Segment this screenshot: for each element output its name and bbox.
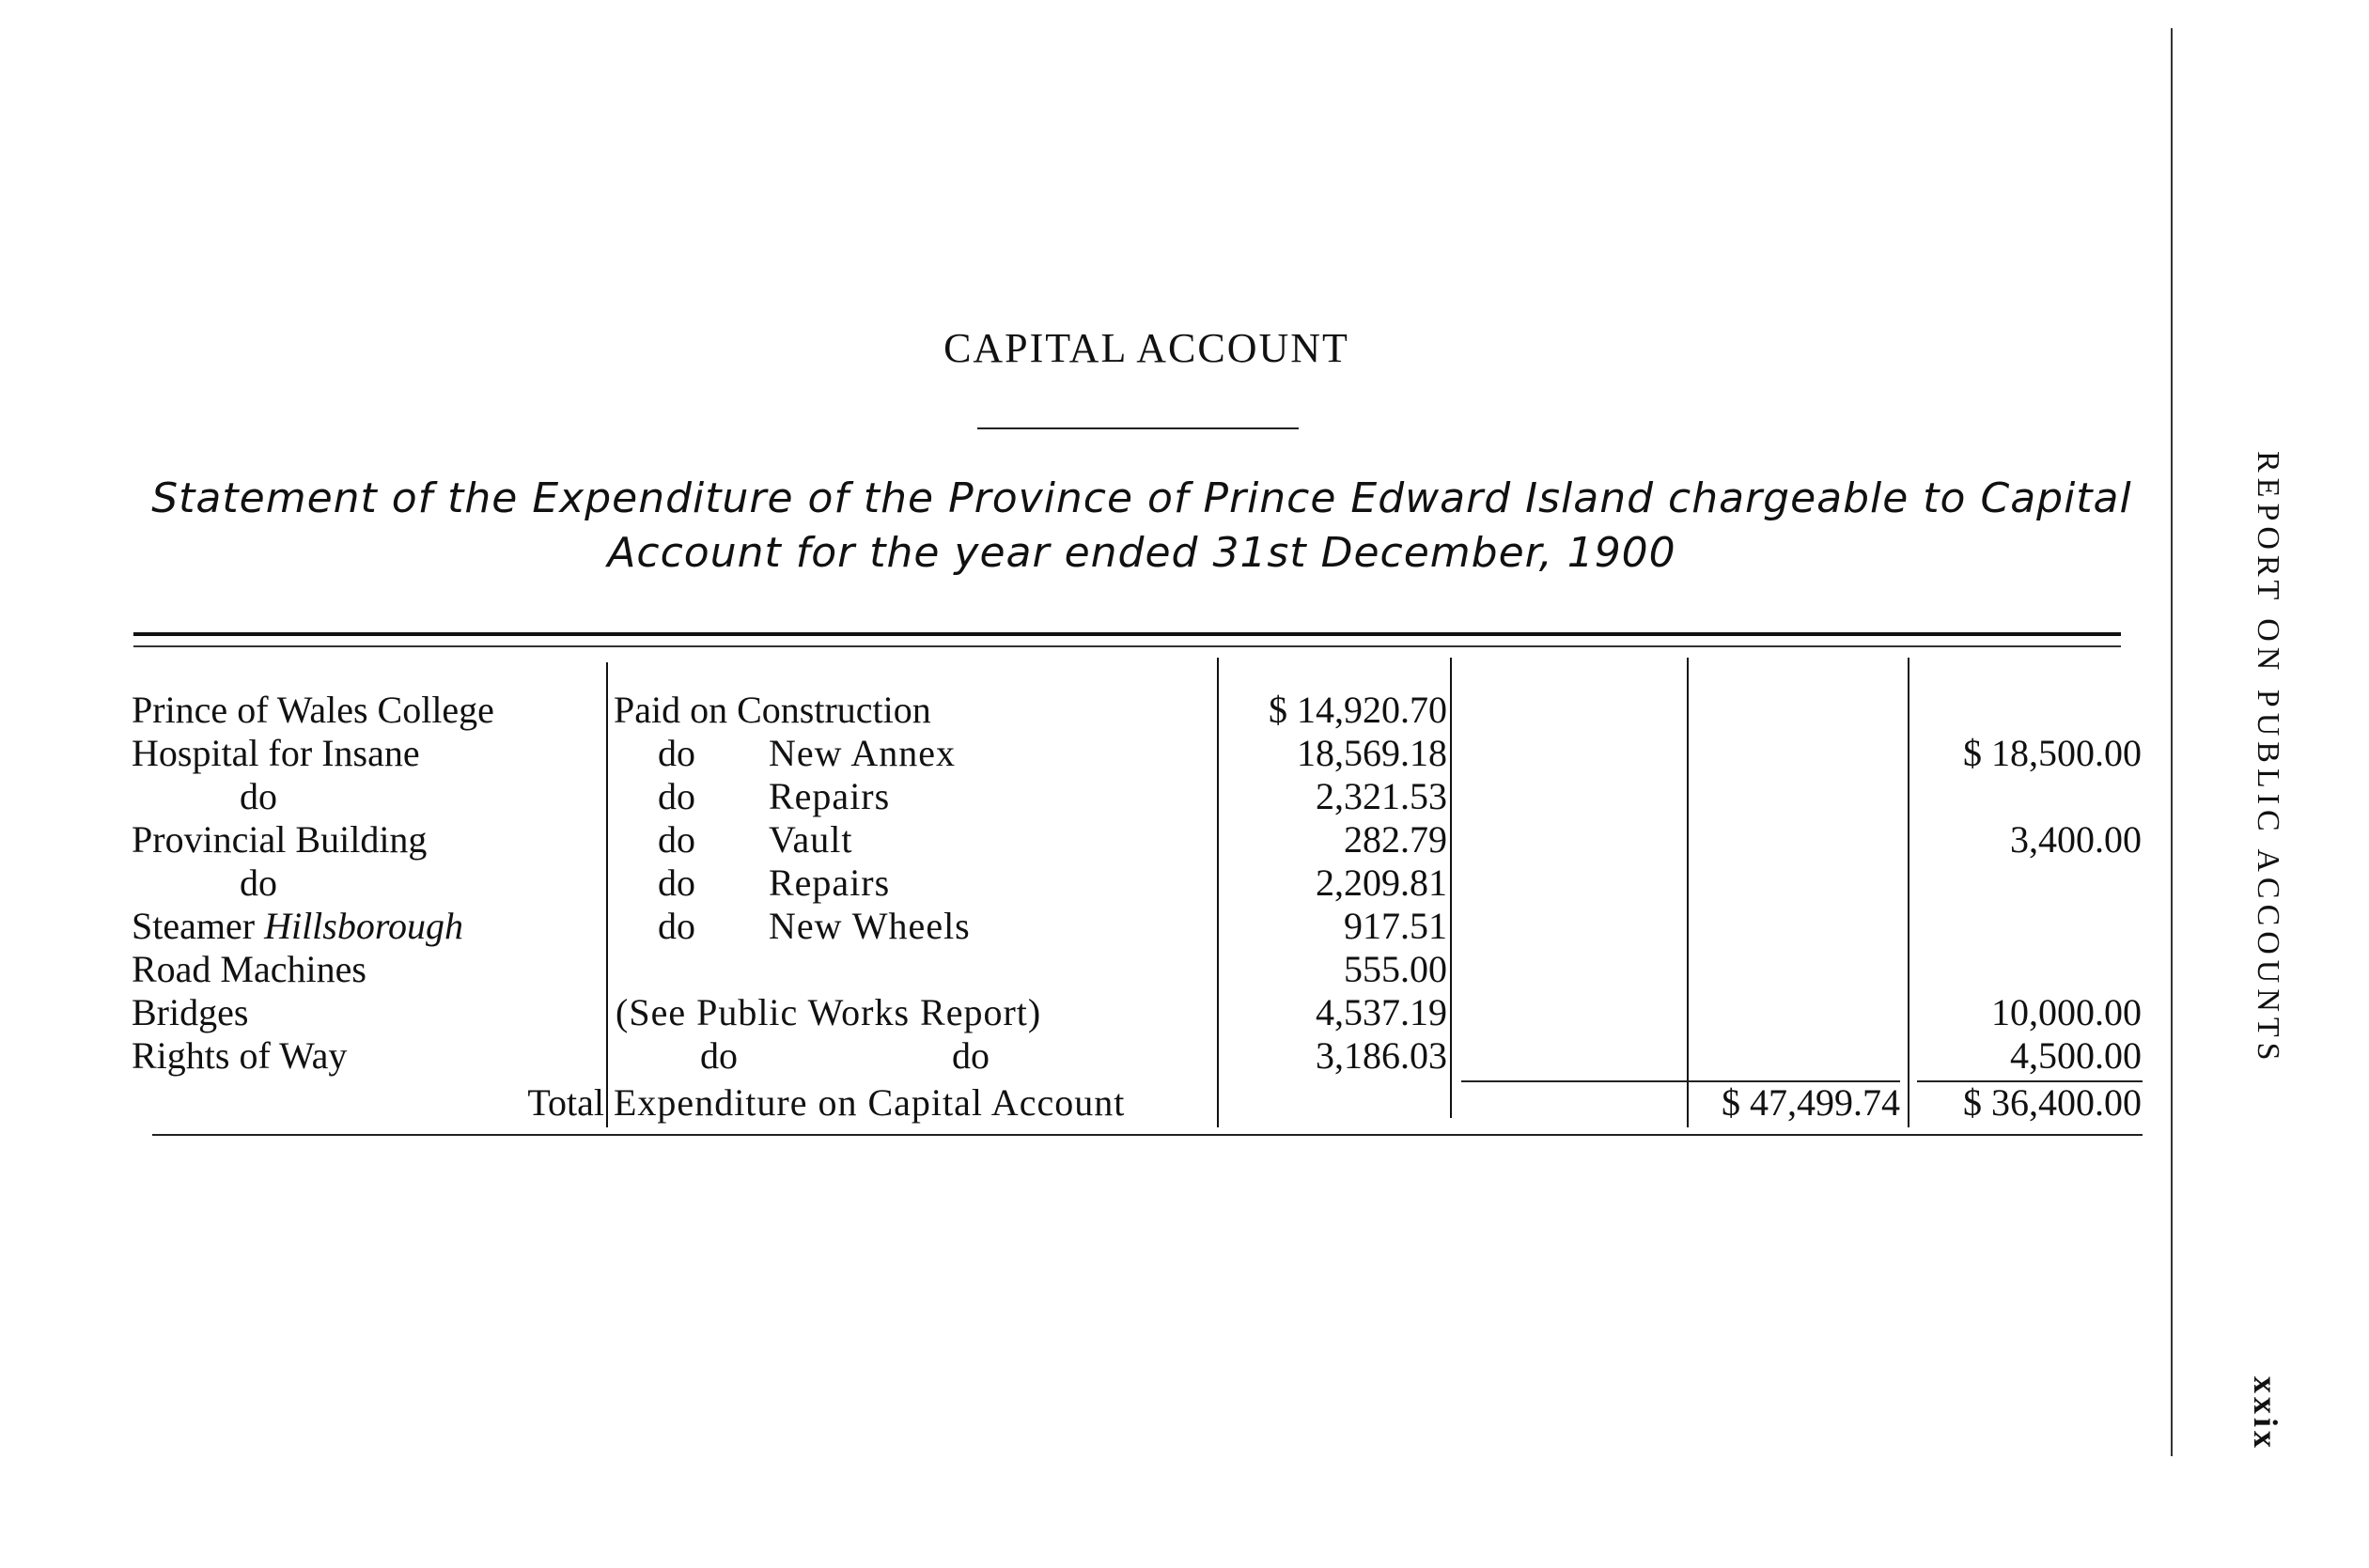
margin-rule: [2171, 28, 2173, 1456]
vessel-name: Hillsborough: [264, 905, 463, 947]
item-amount: 18,569.18: [1297, 732, 1447, 774]
item-description: Vault: [769, 818, 853, 861]
item-name: Hospital for Insane: [132, 732, 420, 774]
total-row: [0, 1081, 2369, 1125]
table-row: [0, 732, 2369, 775]
item-name: [132, 905, 463, 948]
item-name: do: [240, 775, 277, 817]
table-top-rule: [133, 632, 2121, 636]
item-estimate: 3,400.00: [2010, 818, 2142, 861]
table-row: [0, 1034, 2369, 1078]
item-description: (See Public Works Report): [616, 991, 1042, 1033]
subtitle-line-1: Statement of the Expenditure of the Province of Prince Edward Island chargeable to Capital: [151, 474, 2132, 522]
table-row: [0, 991, 2369, 1034]
page-number: xxix: [2247, 1376, 2284, 1452]
table-top-rule-thin: [133, 645, 2121, 647]
ditto-mark: do: [658, 862, 695, 904]
total-label: Total: [527, 1081, 604, 1124]
total-estimate: $ 36,400.00: [1963, 1081, 2142, 1124]
item-description: Repairs: [769, 775, 891, 817]
ditto-mark: do: [952, 1034, 990, 1077]
item-name: do: [240, 862, 277, 904]
item-description: Paid on Construction: [614, 689, 931, 731]
table-row: [0, 905, 2369, 948]
item-amount: 3,186.03: [1316, 1034, 1447, 1077]
item-description: New Annex: [769, 732, 956, 774]
table-row: [0, 948, 2369, 991]
item-name-prefix: Steamer: [132, 905, 256, 947]
ditto-mark: do: [658, 818, 695, 861]
item-estimate: 10,000.00: [1991, 991, 2142, 1033]
item-amount: 917.51: [1344, 905, 1447, 947]
table-row: [0, 775, 2369, 818]
item-description: Repairs: [769, 862, 891, 904]
statement-subtitle: [132, 472, 2152, 581]
item-description: New Wheels: [769, 905, 971, 947]
ditto-mark: do: [658, 905, 695, 947]
item-name: Bridges: [132, 991, 249, 1033]
item-amount: 2,321.53: [1316, 775, 1447, 817]
total-amount: $ 47,499.74: [1722, 1081, 1900, 1124]
ditto-mark: do: [700, 1034, 738, 1077]
item-amount: 2,209.81: [1316, 862, 1447, 904]
table-row: [0, 818, 2369, 862]
title-underline: [977, 427, 1299, 429]
item-name: Road Machines: [132, 948, 366, 990]
subtitle-line-2: Account for the year ended 31st December, 1900: [607, 529, 1676, 577]
table-row: [0, 862, 2369, 905]
item-name: Prince of Wales College: [132, 689, 494, 731]
table-row: [0, 689, 2369, 732]
item-name: Provincial Building: [132, 818, 428, 861]
item-estimate: 4,500.00: [2010, 1034, 2142, 1077]
total-description: Expenditure on Capital Account: [614, 1081, 1126, 1124]
ditto-mark: do: [658, 775, 695, 817]
item-amount: 555.00: [1344, 948, 1447, 990]
item-amount: $ 14,920.70: [1269, 689, 1447, 731]
item-amount: 282.79: [1344, 818, 1447, 861]
item-amount: 4,537.19: [1316, 991, 1447, 1033]
running-header: REPORT ON PUBLIC ACCOUNTS: [2251, 451, 2285, 1066]
table-bottom-rule: [152, 1134, 2143, 1136]
page-title: CAPITAL ACCOUNT: [943, 325, 1349, 371]
item-name: Rights of Way: [132, 1034, 348, 1077]
item-estimate: $ 18,500.00: [1963, 732, 2142, 774]
ditto-mark: do: [658, 732, 695, 774]
